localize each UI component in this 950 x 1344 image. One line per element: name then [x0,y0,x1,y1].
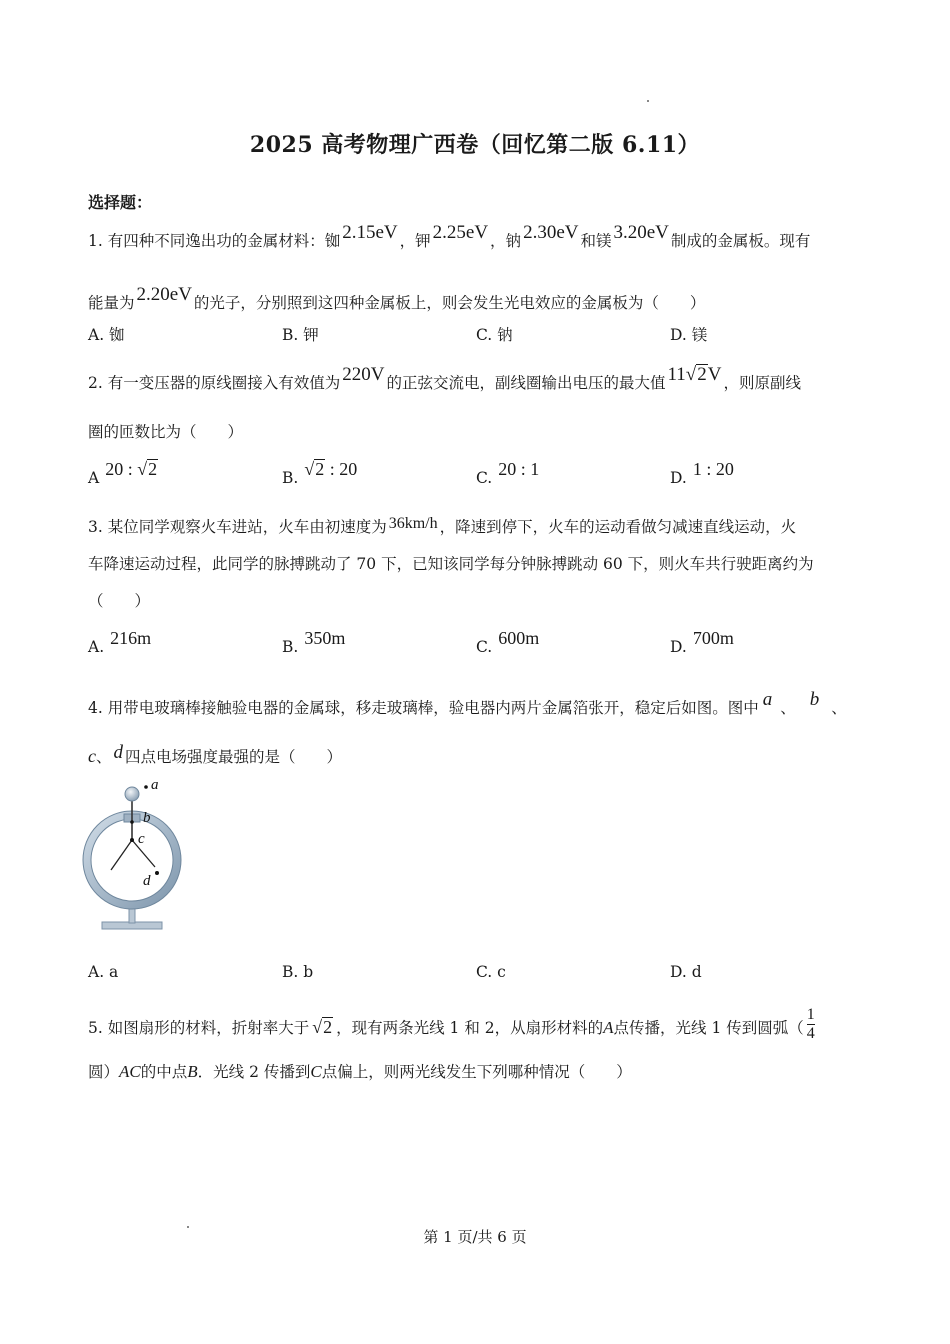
speck-mark [647,100,649,102]
q4-option-c: C. c [476,963,506,981]
q3-option-b: B. 350m [282,628,346,656]
q1-line1: 1. 有四种不同逸出功的金属材料：铷 2.15eV ，钾 2.25eV ，钠 2.30eV 和镁 3.20eV 制成的金属板。现有 [88,222,811,250]
q3-option-d: D. 700m [670,628,734,656]
point-a-label: a [151,777,159,793]
q1-value-rb: 2.15eV [342,222,398,243]
q2-value-primary: 220V [342,364,385,385]
q4-option-a: A. a [88,963,119,981]
q5-line2: 圆）AC的中点B．光线 2 传播到C点偏上，则两光线发生下列哪种情况（ ） [88,1062,632,1081]
q2-option-a: A 20 : √2 [88,459,158,487]
point-c-marker [130,838,134,842]
q3-option-a: A. 216m [88,628,152,656]
q5-fraction-quarter: $\frac{1}{4}$ [806,1006,815,1043]
q1-option-a: A. 铷 [88,326,125,344]
q4-line1: 4. 用带电玻璃棒接触验电器的金属球，移走玻璃棒，验电器内两片金属箔张开，稳定后如图。图中 a 、 b 、 [88,689,847,717]
electroscope-figure [80,772,200,938]
q1-line2: 能量为 2.20eV 的光子，分别照到这四种金属板上，则会发生光电效应的金属板为（ ） [88,284,706,312]
q1-option-b: B. 钾 [282,326,319,344]
q1-photon-energy: 2.20eV [136,284,192,305]
q5-sqrt-two: √2 [312,1016,333,1037]
point-d-marker [155,871,159,875]
q2-value-secondary: 11√2V [667,364,722,385]
q3-line3: （ ） [88,592,151,610]
q4-option-d: D. d [670,963,702,981]
page-footer: 第 1 页/共 6 页 [423,1228,527,1246]
page-title: 2025 高考物理广西卷（回忆第二版 6.11） [249,132,701,158]
q5-line1: 5. 如图扇形的材料，折射率大于 √2 ，现有两条光线 1 和 2，从扇形材料的A点传播，光线 1 传到圆弧（ $\frac{1}{4}$ [88,1006,815,1043]
point-d-label: d [143,873,151,889]
point-c-label: c [138,831,145,847]
point-a-marker [144,785,148,789]
q2-line2: 圈的匝数比为（ ） [88,423,244,441]
point-b-marker [130,820,134,824]
q1-value-mg: 3.20eV [613,222,669,243]
q3-line1: 3. 某位同学观察火车进站，火车由初速度为 36km/h ，降速到停下，火车的运动看做匀减速直线运动，火 [88,515,797,536]
q2-option-b: B. √2 : 20 [282,459,358,487]
point-b-label: b [143,810,151,826]
q2-option-d: D. 1 : 20 [670,459,734,487]
q3-initial-speed: 36km/h [388,515,438,532]
q2-option-c: C. 20 : 1 [476,459,540,487]
q1-value-k: 2.25eV [432,222,489,243]
q4-line2: c、 d 四点电场强度最强的是（ ） [88,742,343,766]
q3-line2: 车降速运动过程，此同学的脉搏跳动了 70 下，已知该同学每分钟脉搏跳动 60 下，则火车共行驶距离约为 [88,555,814,573]
q1-option-c: C. 钠 [476,326,513,344]
q1-option-d: D. 镁 [670,326,708,344]
q4-option-b: B. b [282,963,314,981]
section-heading: 选择题： [88,193,153,212]
q2-line1: 2. 有一变压器的原线圈接入有效值为 220V 的正弦交流电，副线圈输出电压的最大值 11√2V ，则原副线 [88,364,801,392]
q3-option-c: C. 600m [476,628,540,656]
q1-value-na: 2.30eV [523,222,579,243]
